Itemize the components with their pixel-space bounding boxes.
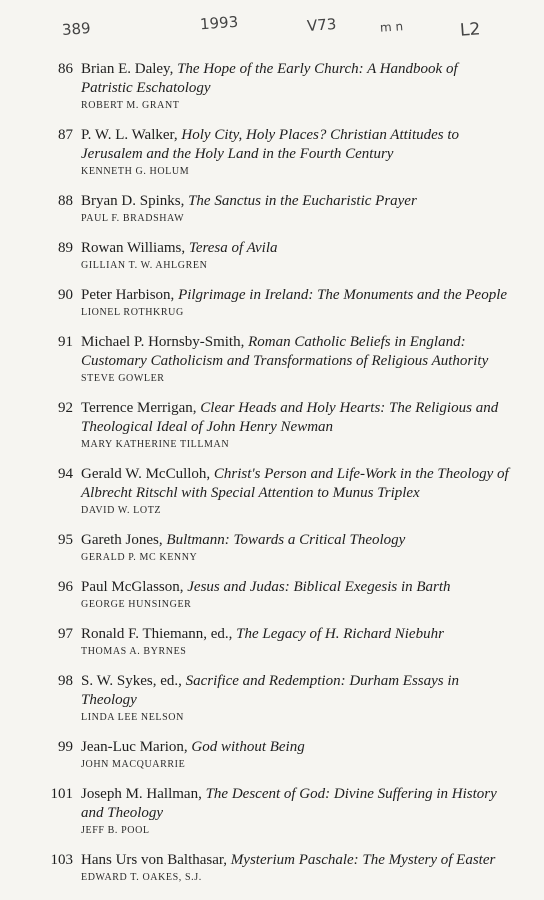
review-entry <box>42 465 512 518</box>
handwritten-annotations <box>0 6 544 46</box>
page-number: 92 <box>58 400 73 416</box>
handwritten-note: m n <box>379 19 404 35</box>
page-number: 89 <box>58 240 73 256</box>
reviewer-name: DAVID W. LOTZ <box>81 505 162 516</box>
reviewer-name: MARY KATHERINE TILLMAN <box>81 439 230 450</box>
handwritten-note: L2 <box>459 19 481 41</box>
book-title: The Sanctus in the Eucharistic Prayer <box>188 193 417 209</box>
reviewer-name: LIONEL ROTHKRUG <box>81 307 184 318</box>
book-title: Jesus and Judas: Biblical Exegesis in Barth <box>187 579 451 595</box>
reviewer-name: THOMAS A. BYRNES <box>81 646 187 657</box>
reviewer-name: JEFF B. POOL <box>81 825 150 836</box>
review-entry <box>42 851 512 885</box>
book-citation <box>81 465 512 503</box>
book-author: Brian E. Daley, <box>81 61 178 77</box>
book-citation <box>81 531 512 550</box>
book-title: Roman Catholic Beliefs in England: Customary Catholicism and Transformations of Religious Authority <box>81 334 489 369</box>
review-entry <box>42 60 512 113</box>
book-author: Paul McGlasson, <box>81 579 188 595</box>
page-number: 91 <box>58 334 73 350</box>
book-citation <box>81 672 512 710</box>
book-title: Mysterium Paschale: The Mystery of Easter <box>230 852 496 868</box>
page-number: 101 <box>50 786 73 802</box>
book-title: Christ's Person and Life-Work in the Theology of Albrecht Ritschl with Special Attention to Munus Triplex <box>81 466 509 501</box>
book-title: The Legacy of H. Richard Niebuhr <box>236 626 444 642</box>
book-author: Michael P. Hornsby-Smith, <box>81 334 249 350</box>
book-author: S. W. Sykes, ed., <box>81 673 186 689</box>
review-entry <box>42 333 512 386</box>
book-author: Peter Harbison, <box>81 287 179 303</box>
book-author: Terrence Merrigan, <box>81 400 201 416</box>
review-entry <box>42 399 512 452</box>
book-author: Hans Urs von Balthasar, <box>81 852 231 868</box>
page-number: 98 <box>58 673 73 689</box>
review-entry <box>42 286 512 320</box>
review-entry <box>42 672 512 725</box>
review-entry <box>42 785 512 838</box>
page-number: 95 <box>58 532 73 548</box>
book-citation <box>81 625 512 644</box>
book-title: The Hope of the Early Church: A Handbook of Patristic Eschatology <box>81 61 458 96</box>
book-citation <box>81 126 512 164</box>
reviewer-name: ROBERT M. GRANT <box>81 100 180 111</box>
review-entry <box>42 192 512 226</box>
book-title: God without Being <box>191 739 305 755</box>
page-number: 97 <box>58 626 73 642</box>
book-author: Rowan Williams, <box>81 240 189 256</box>
page-number: 103 <box>50 852 73 868</box>
page-number: 90 <box>58 287 73 303</box>
book-citation <box>81 333 512 371</box>
book-author: P. W. L. Walker, <box>81 127 182 143</box>
book-author: Joseph M. Hallman, <box>81 786 206 802</box>
book-author: Bryan D. Spinks, <box>81 193 189 209</box>
handwritten-note: 1993 <box>199 12 239 34</box>
page-number: 87 <box>58 127 73 143</box>
book-citation <box>81 399 512 437</box>
reviewer-name: STEVE GOWLER <box>81 373 165 384</box>
review-entry <box>42 239 512 273</box>
reviewer-name: GILLIAN T. W. AHLGREN <box>81 260 208 271</box>
book-title: Pilgrimage in Ireland: The Monuments and the People <box>178 287 508 303</box>
handwritten-note: V73 <box>306 14 337 36</box>
reviewer-name: GEORGE HUNSINGER <box>81 599 192 610</box>
book-author: Gareth Jones, <box>81 532 167 548</box>
book-author: Gerald W. McCulloh, <box>81 466 214 482</box>
book-citation <box>81 60 512 98</box>
book-citation <box>81 738 512 757</box>
book-author: Jean-Luc Marion, <box>81 739 192 755</box>
book-title: Clear Heads and Holy Hearts: The Religious and Theological Ideal of John Henry Newman <box>81 400 499 435</box>
reviewer-name: PAUL F. BRADSHAW <box>81 213 185 224</box>
book-title: Holy City, Holy Places? Christian Attitudes to Jerusalem and the Holy Land in the Fourth Century <box>81 127 460 162</box>
book-title: Bultmann: Towards a Critical Theology <box>166 532 406 548</box>
page-number: 96 <box>58 579 73 595</box>
page-number: 86 <box>58 61 73 77</box>
reviewer-name: KENNETH G. HOLUM <box>81 166 190 177</box>
book-citation <box>81 286 512 305</box>
reviewer-name: LINDA LEE NELSON <box>81 712 184 723</box>
book-author: Ronald F. Thiemann, ed., <box>81 626 237 642</box>
reviewer-name: GERALD P. MC KENNY <box>81 552 198 563</box>
book-citation <box>81 851 512 870</box>
review-entry <box>42 625 512 659</box>
book-citation <box>81 192 512 211</box>
reviewer-name: EDWARD T. OAKES, S.J. <box>81 872 202 883</box>
book-citation <box>81 785 512 823</box>
reviewer-name: JOHN MACQUARRIE <box>81 759 186 770</box>
review-entry <box>42 738 512 772</box>
book-citation <box>81 578 512 597</box>
page-number: 99 <box>58 739 73 755</box>
review-entry <box>42 531 512 565</box>
book-title: Teresa of Avila <box>188 240 278 256</box>
page-number: 88 <box>58 193 73 209</box>
book-title: Sacrifice and Redemption: Durham Essays in Theology <box>81 673 460 708</box>
handwritten-note: 389 <box>61 19 92 39</box>
review-entry <box>42 578 512 612</box>
book-title: The Descent of God: Divine Suffering in History and Theology <box>81 786 497 821</box>
review-entry <box>42 126 512 179</box>
book-citation <box>81 239 512 258</box>
book-review-list <box>42 60 512 898</box>
page-number: 94 <box>58 466 73 482</box>
